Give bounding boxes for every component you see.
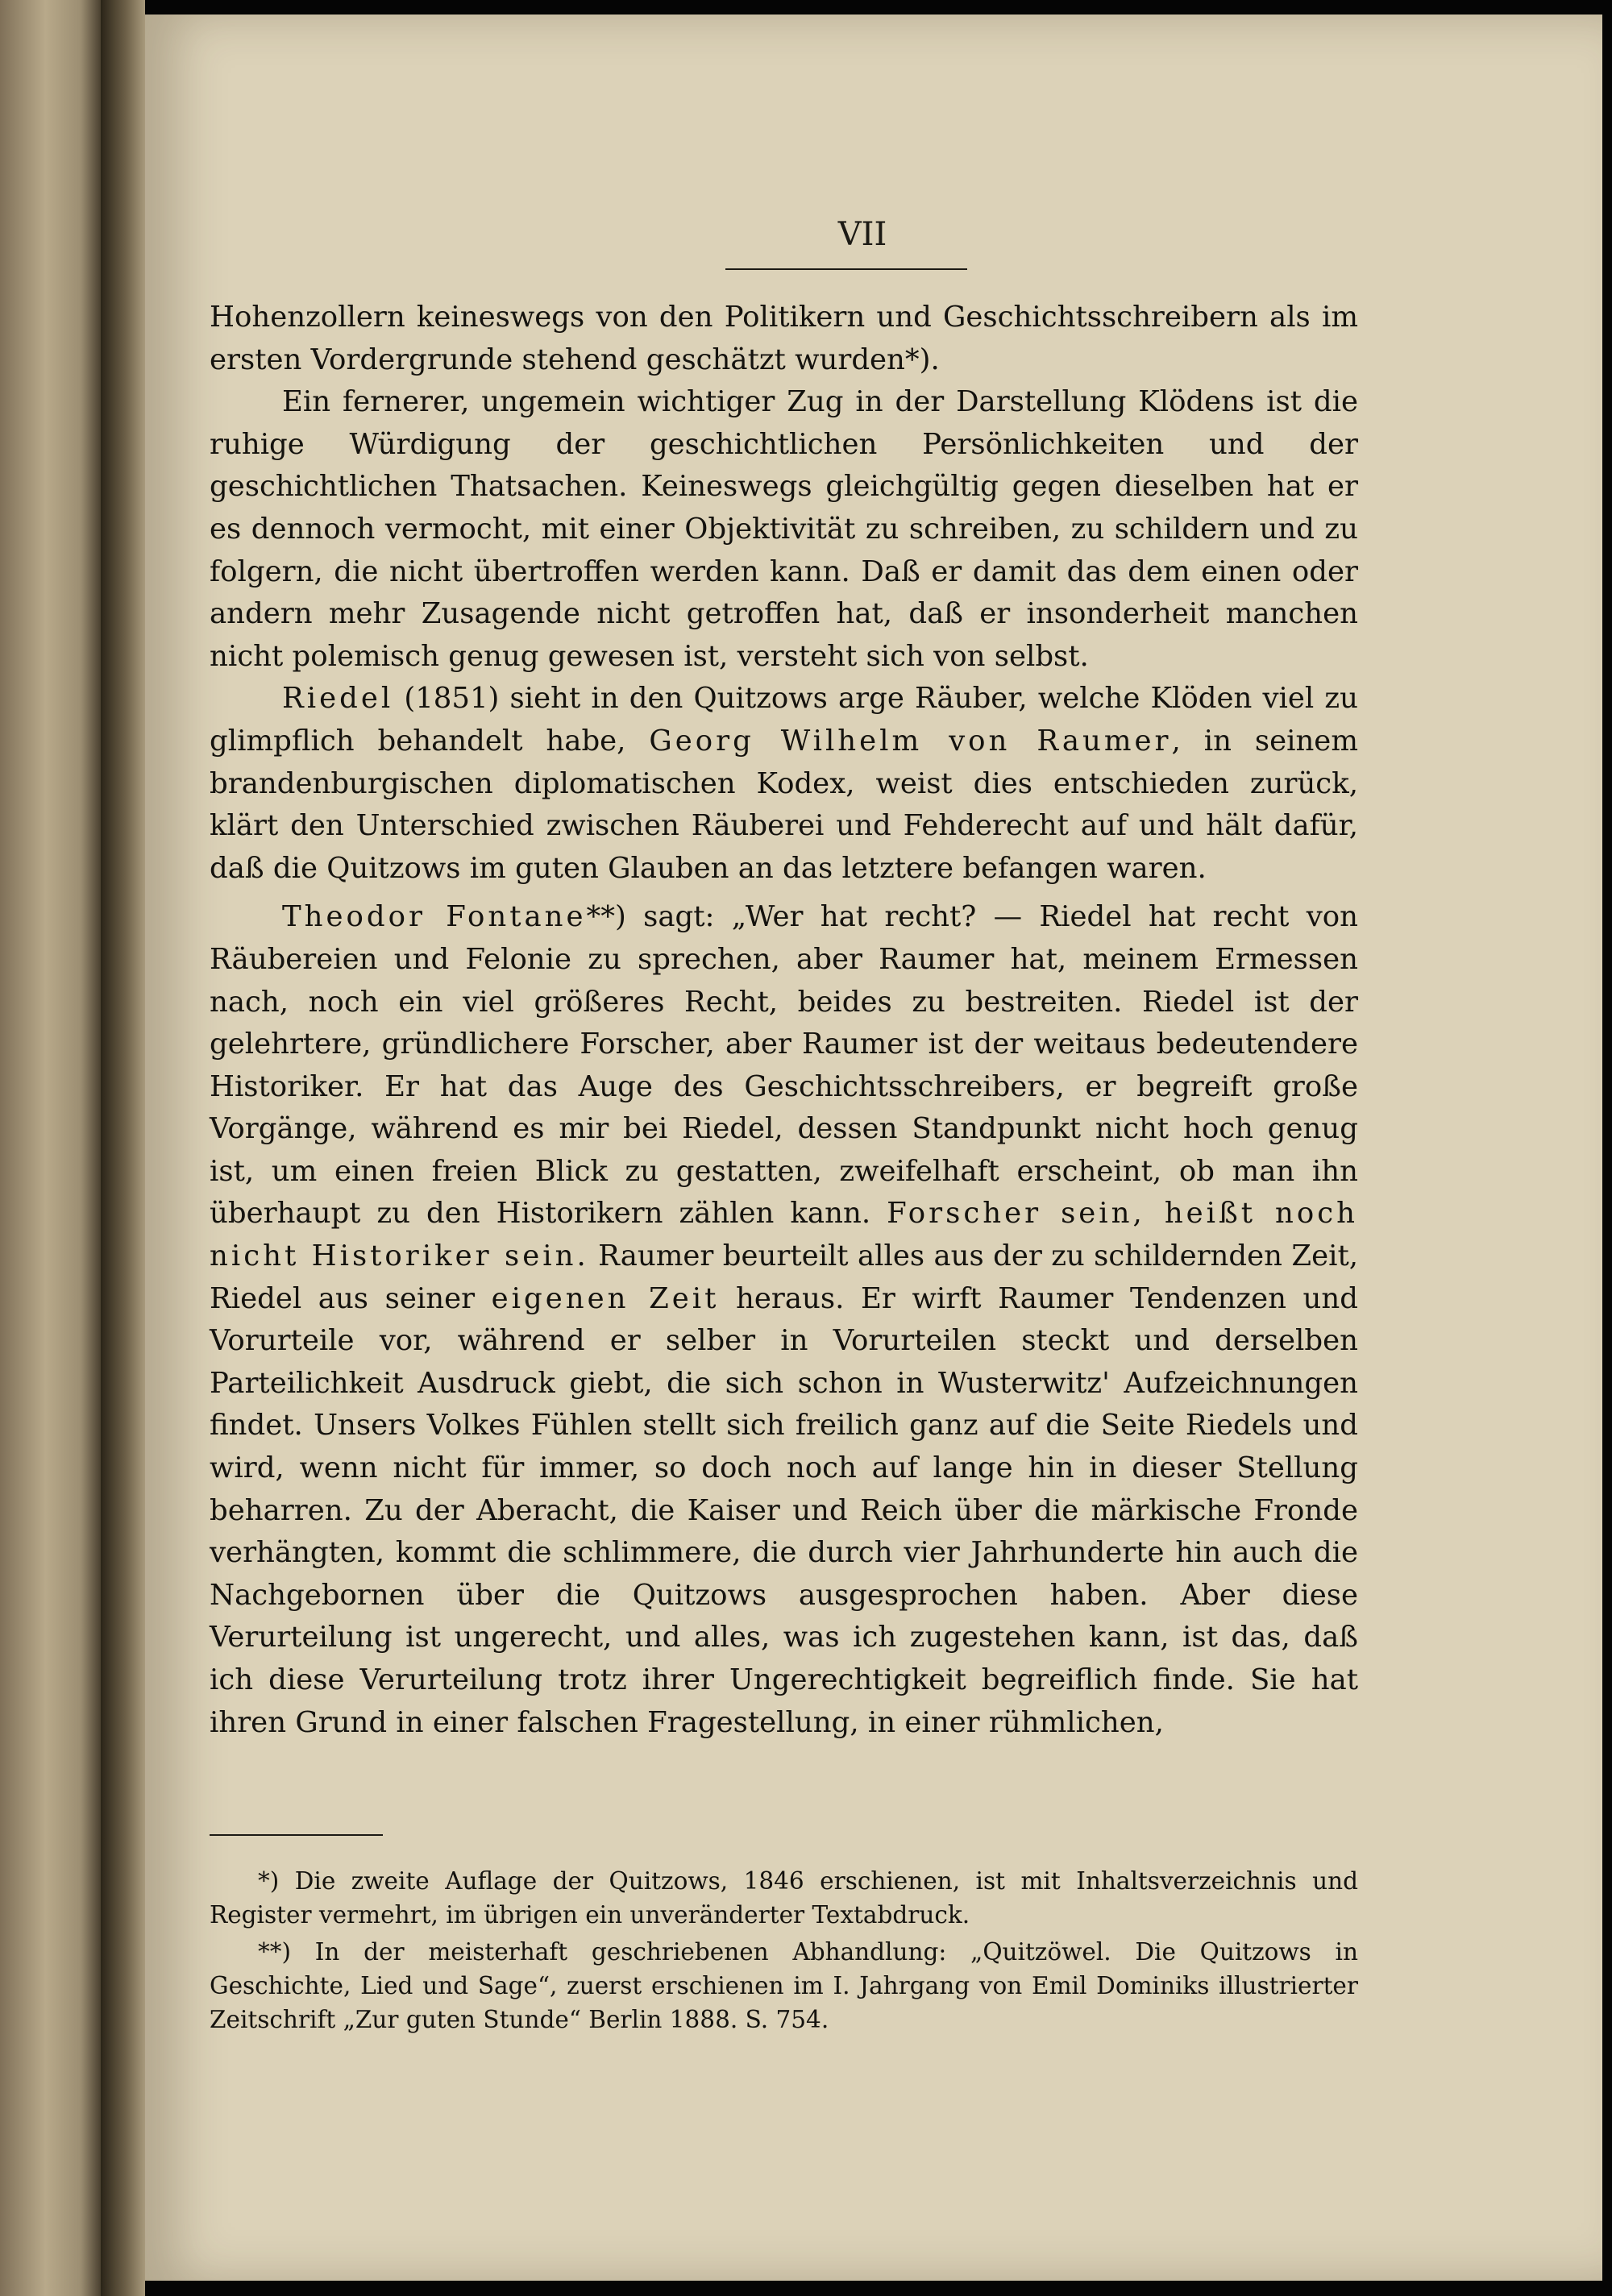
paragraph-2: Ein fernerer, ungemein wichtiger Zug in der Darstellung Klödens ist die ruhige Würdigung der geschichtlichen Persönlichkeiten und der geschichtlichen Thatsachen. Keineswegs gleichgültig gegen dieselben hat er es dennoch vermocht, mit einer Objektivität zu schreiben, zu schildern und zu folgern, die nicht übertroffen werden kann. Daß er damit das dem einen oder andern mehr Zusagende nicht getroffen hat, daß er insonderheit manchen nicht polemisch genug gewesen ist, versteht sich von selbst. <box>210 385 1358 673</box>
paragraph-4-text-a: **) sagt: „Wer hat recht? — Riedel hat recht von Räubereien und Felonie zu sprechen, aber Raumer hat, meinem Ermessen nach, noch ein viel größeres Recht, beides zu bestreiten. Riedel ist der gelehrtere, gründlichere Forscher, aber Raumer ist der weitaus bedeutendere Historiker. Er hat das Auge des Geschichtsschreibers, er begreift große Vorgänge, während es mir bei Riedel, dessen Standpunkt nicht hoch genug ist, um einen freien Blick zu gestatten, zweifelhaft erscheint, ob man ihn überhaupt zu den Historikern zählen kann. <box>210 900 1359 1231</box>
spaced-name-fontane: Theodor Fontane <box>282 900 587 934</box>
paragraph-3-text-a: (1851) sieht in den Quitzows arge Räuber, welche Klöden viel zu glimpflich behandelt habe, <box>210 682 1358 758</box>
footnote-2: **) In der meisterhaft geschriebenen Abhandlung: „Quitzöwel. Die Quitzows in Geschichte, Lied und Sage“, zuerst erschienen im I. Jahrgang von Emil Dominiks illustrierter Zeitschrift „Zur guten Stunde“ Berlin 1888. S. 754. <box>210 1938 1358 2033</box>
spaced-phrase-eigenen-zeit: eigenen Zeit <box>491 1281 720 1315</box>
body-text <box>210 297 1358 1744</box>
header-rule <box>725 268 967 270</box>
spaced-name-raumer: Georg Wilhelm von Raumer <box>649 724 1172 758</box>
spaced-phrase-forscher: Forscher sein, heißt noch nicht Historiker sein. <box>210 1197 1358 1273</box>
footnote-rule <box>210 1834 383 1836</box>
page-number: VII <box>837 216 887 253</box>
paragraph-1: Hohenzollern keineswegs von den Politikern und Geschichtsschreibern als im ersten Vordergrunde stehend geschätzt wurden*). <box>210 301 1358 376</box>
paragraph-4-text-b: Raumer beurteilt alles aus der zu schildernden Zeit, Riedel aus seiner <box>210 1239 1358 1315</box>
footnotes <box>210 1864 1358 2040</box>
book-gutter <box>101 0 145 2296</box>
footnote-1: *) Die zweite Auflage der Quitzows, 1846 erschienen, ist mit Inhaltsverzeichnis und Register vermehrt, im übrigen ein unveränderter Textabdruck. <box>210 1867 1358 1929</box>
previous-page-edge <box>0 0 101 2296</box>
book-page <box>145 15 1602 2281</box>
paragraph-4-text-c: heraus. Er wirft Raumer Tendenzen und Vorurteile vor, während er selber in Vorurteilen steckt und derselben Parteilichkeit Ausdruck giebt, die sich schon in Wusterwitz' Aufzeichnungen findet. Unsers Volkes Fühlen stellt sich freilich ganz auf die Seite Riedels und wird, wenn nicht für immer, so doch noch auf lange hin in dieser Stellung beharren. Zu der Aberacht, die Kaiser und Reich über die märkische Fronde verhängten, kommt die schlimmere, die durch vier Jahrhunderte hin auch die Nachgebornen über die Quitzows ausgesprochen haben. Aber diese Verurteilung ist ungerecht, und alles, was ich zugestehen kann, ist das, daß ich diese Verurteilung trotz ihrer Ungerechtigkeit begreiflich finde. Sie hat ihren Grund in einer falschen Fragestellung, in einer rühmlichen, <box>210 1281 1358 1739</box>
paragraph-4 <box>210 896 1358 1744</box>
spaced-name-riedel: Riedel <box>282 682 394 716</box>
paragraph-3 <box>210 678 1358 890</box>
paragraph-3-text-b: , in seinem brandenburgischen diplomatischen Kodex, weist dies entschieden zurück, klärt den Unterschied zwischen Räuberei und Fehderecht auf und hält dafür, daß die Quitzows im guten Glauben an das letztere befangen waren. <box>210 724 1358 885</box>
